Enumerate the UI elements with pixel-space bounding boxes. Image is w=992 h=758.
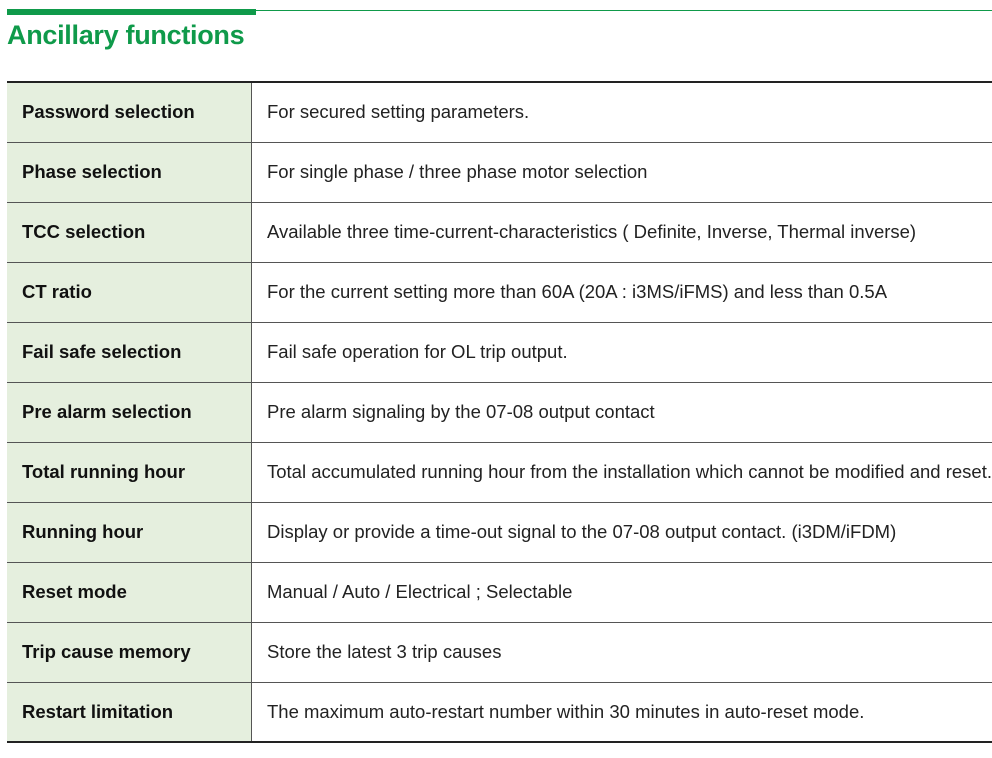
table-row	[7, 442, 992, 502]
function-description: Display or provide a time-out signal to the 07-08 output contact. (i3DM/iFDM)	[251, 502, 992, 562]
function-name: TCC selection	[7, 202, 251, 262]
table-row	[7, 562, 992, 622]
function-name: Reset mode	[7, 562, 251, 622]
function-name: Trip cause memory	[7, 622, 251, 682]
function-description: Manual / Auto / Electrical ; Selectable	[251, 562, 992, 622]
table-row	[7, 262, 992, 322]
table-row	[7, 142, 992, 202]
table-row	[7, 382, 992, 442]
heading-accent-bar	[7, 9, 256, 15]
function-name: Total running hour	[7, 442, 251, 502]
table-row	[7, 322, 992, 382]
table-row	[7, 682, 992, 742]
table-row	[7, 502, 992, 562]
function-name: Password selection	[7, 82, 251, 142]
table-row	[7, 622, 992, 682]
function-description: For the current setting more than 60A (20A : i3MS/iFMS) and less than 0.5A	[251, 262, 992, 322]
ancillary-functions-table	[7, 81, 992, 743]
heading-rule	[256, 10, 992, 11]
function-name: Running hour	[7, 502, 251, 562]
function-description: For single phase / three phase motor selection	[251, 142, 992, 202]
table-row	[7, 202, 992, 262]
function-name: Pre alarm selection	[7, 382, 251, 442]
function-name: Restart limitation	[7, 682, 251, 742]
function-name: Fail safe selection	[7, 322, 251, 382]
function-description: Pre alarm signaling by the 07-08 output contact	[251, 382, 992, 442]
table-row	[7, 82, 992, 142]
function-name: Phase selection	[7, 142, 251, 202]
page-title: Ancillary functions	[7, 20, 245, 50]
function-description: The maximum auto-restart number within 30 minutes in auto-reset mode.	[266, 700, 865, 722]
function-description: For secured setting parameters.	[251, 82, 992, 142]
function-description: Store the latest 3 trip causes	[251, 622, 992, 682]
function-description: Fail safe operation for OL trip output.	[251, 322, 992, 382]
function-name: CT ratio	[7, 262, 251, 322]
function-description: Total accumulated running hour from the installation which cannot be modified and reset.	[251, 442, 992, 502]
function-description: Available three time-current-characteristics ( Definite, Inverse, Thermal inverse)	[251, 202, 992, 262]
